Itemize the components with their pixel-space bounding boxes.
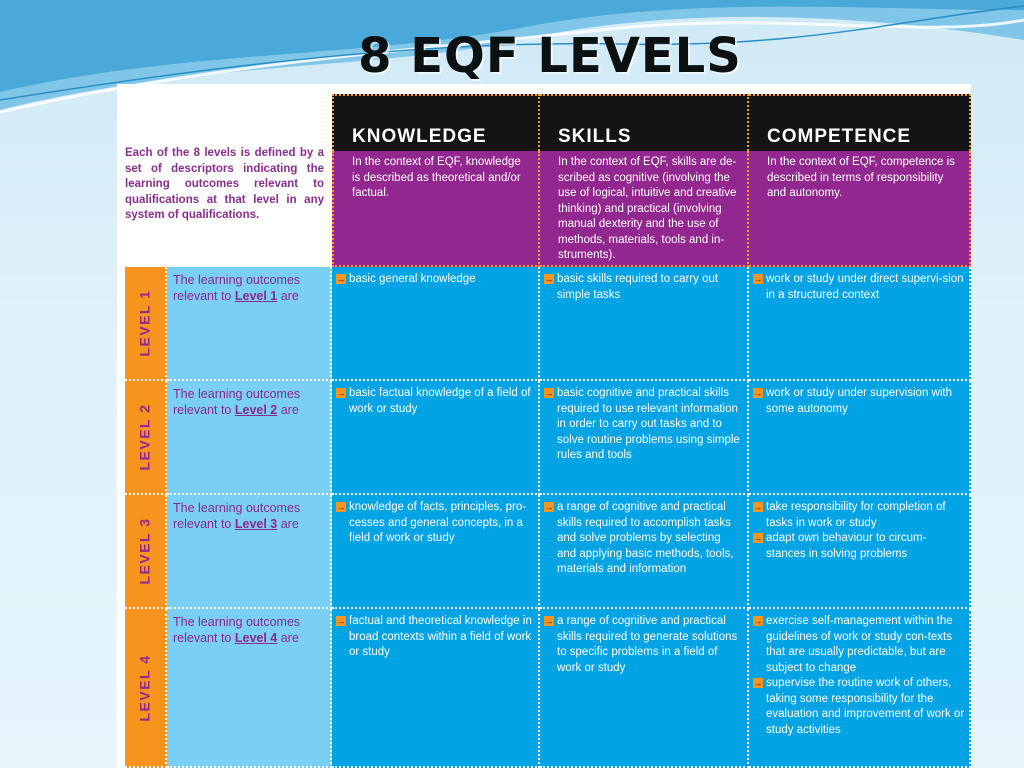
bullet-text: a range of cognitive and practical skills required to accomplish tasks and solve problems by selecting and applying basic methods, tools, materials and information [557,501,734,575]
bullet-text: basic skills required to carry out simple tasks [557,273,719,301]
level-tab-2 [125,381,167,495]
slide-title: 8 EQF LEVELS [358,28,742,84]
bullet-item [544,386,743,464]
orange-arrow-icon: → [336,274,346,284]
bullet-item [753,531,965,562]
level-tab-label: LEVEL 3 [137,517,154,585]
level-link-2[interactable]: Level 2 [234,403,278,417]
level-4-knowledge-cell [332,609,540,768]
orange-arrow-icon: → [336,388,346,398]
bullet-item [336,500,534,547]
level-1-skills-cell [540,267,749,381]
level-4-competence-cell [749,609,971,768]
level-3-skills-cell [540,495,749,609]
level-1-competence-cell [749,267,971,381]
level-link-1[interactable]: Level 1 [234,289,278,303]
level-tab-3 [125,495,167,609]
bullet-text: supervise the routine work of others, taking some responsibility for the evaluation and improvement of work or study activities [766,677,965,736]
level-2-skills-cell [540,381,749,495]
level-2-knowledge-cell [332,381,540,495]
orange-arrow-icon: → [753,388,763,398]
column-header-knowledge: KNOWLEDGE [332,94,540,151]
orange-arrow-icon: → [753,678,763,688]
bullet-item [753,614,965,676]
orange-arrow-icon: → [753,274,763,284]
orange-arrow-icon: → [336,502,346,512]
column-header-skills: SKILLS [540,94,749,151]
level-1-knowledge-cell [332,267,540,381]
orange-arrow-icon: → [753,502,763,512]
level-4-skills-cell [540,609,749,768]
eqf-table [117,84,971,768]
orange-arrow-icon: → [336,616,346,626]
level-3-knowledge-cell [332,495,540,609]
orange-arrow-icon: → [544,274,554,284]
bullet-text: knowledge of facts, principles, pro-cesses and general concepts, in a field of work or study [349,501,527,544]
bullet-text: basic cognitive and practical skills required to use relevant information in order to carry out tasks and to solve routine problems using simple rules and tools [557,387,740,461]
bullet-text: exercise self-management within the guidelines of work or study con-texts that are usually predictable, but are subject to change [766,615,953,674]
bullet-text: adapt own behaviour to circum-stances in solving problems [766,532,927,560]
level-3-competence-cell [749,495,971,609]
level-tab-4 [125,609,167,768]
learning-outcomes-label [167,381,332,495]
bullet-text: factual and theoretical knowledge in broad contexts within a field of work or study [349,615,532,658]
outcome-prefix: The learning outcomes relevant to [173,501,301,531]
learning-outcomes-label [167,609,332,768]
level-tab-label: LEVEL 2 [137,403,154,471]
learning-outcomes-label [167,495,332,609]
orange-arrow-icon: → [544,616,554,626]
bullet-item [753,386,965,417]
bullet-text: take responsibility for completion of tasks in work or study [766,501,946,529]
bullet-text: basic general knowledge [349,273,476,285]
outcome-suffix: are [280,289,299,303]
outcome-prefix: The learning outcomes relevant to [173,387,301,417]
bullet-item [336,272,534,288]
orange-arrow-icon: → [753,616,763,626]
bullet-item [336,614,534,661]
level-tab-1 [125,267,167,381]
learning-outcomes-label [167,267,332,381]
outcome-suffix: are [280,403,299,417]
orange-arrow-icon: → [753,533,763,543]
orange-arrow-icon: → [544,502,554,512]
column-description-competence: In the context of EQF, competence is described in terms of responsibility and autonomy. [749,151,971,267]
bullet-text: work or study under direct supervi-sion in a structured context [766,273,964,301]
level-link-3[interactable]: Level 3 [234,517,278,531]
bullet-item [544,272,743,303]
intro-text: Each of the 8 levels is defined by a set of descriptors indicating the learning outcomes relevant to qualifications at that level in any system of qualifications. [125,147,324,221]
bullet-text: a range of cognitive and practical skills required to generate solutions to specific problems in a field of work or study [557,615,738,674]
bullet-text: work or study under supervision with some autonomy [766,387,952,415]
column-description-skills: In the context of EQF, skills are de-scribed as cognitive (involving the use of logical, intuitive and creative thinking) and practical (involving manual dexterity and the use of methods, materials, tools and in-struments). [540,151,749,267]
bullet-text: basic factual knowledge of a field of work or study [349,387,531,415]
orange-arrow-icon: → [544,388,554,398]
level-tab-label: LEVEL 1 [137,289,154,357]
outcome-suffix: are [280,631,299,645]
level-link-4[interactable]: Level 4 [234,631,278,645]
outcome-prefix: The learning outcomes relevant to [173,615,301,645]
bullet-item [753,500,965,531]
column-description-knowledge: In the context of EQF, knowledge is described as theoretical and/or factual. [332,151,540,267]
bullet-item [753,272,965,303]
bullet-item [753,676,965,738]
outcome-suffix: are [280,517,299,531]
bullet-item [544,614,743,676]
level-tab-label: LEVEL 4 [137,653,154,722]
outcome-prefix: The learning outcomes relevant to [173,273,301,303]
level-2-competence-cell [749,381,971,495]
bullet-item [544,500,743,578]
bullet-item [336,386,534,417]
column-header-competence: COMPETENCE [749,94,971,151]
